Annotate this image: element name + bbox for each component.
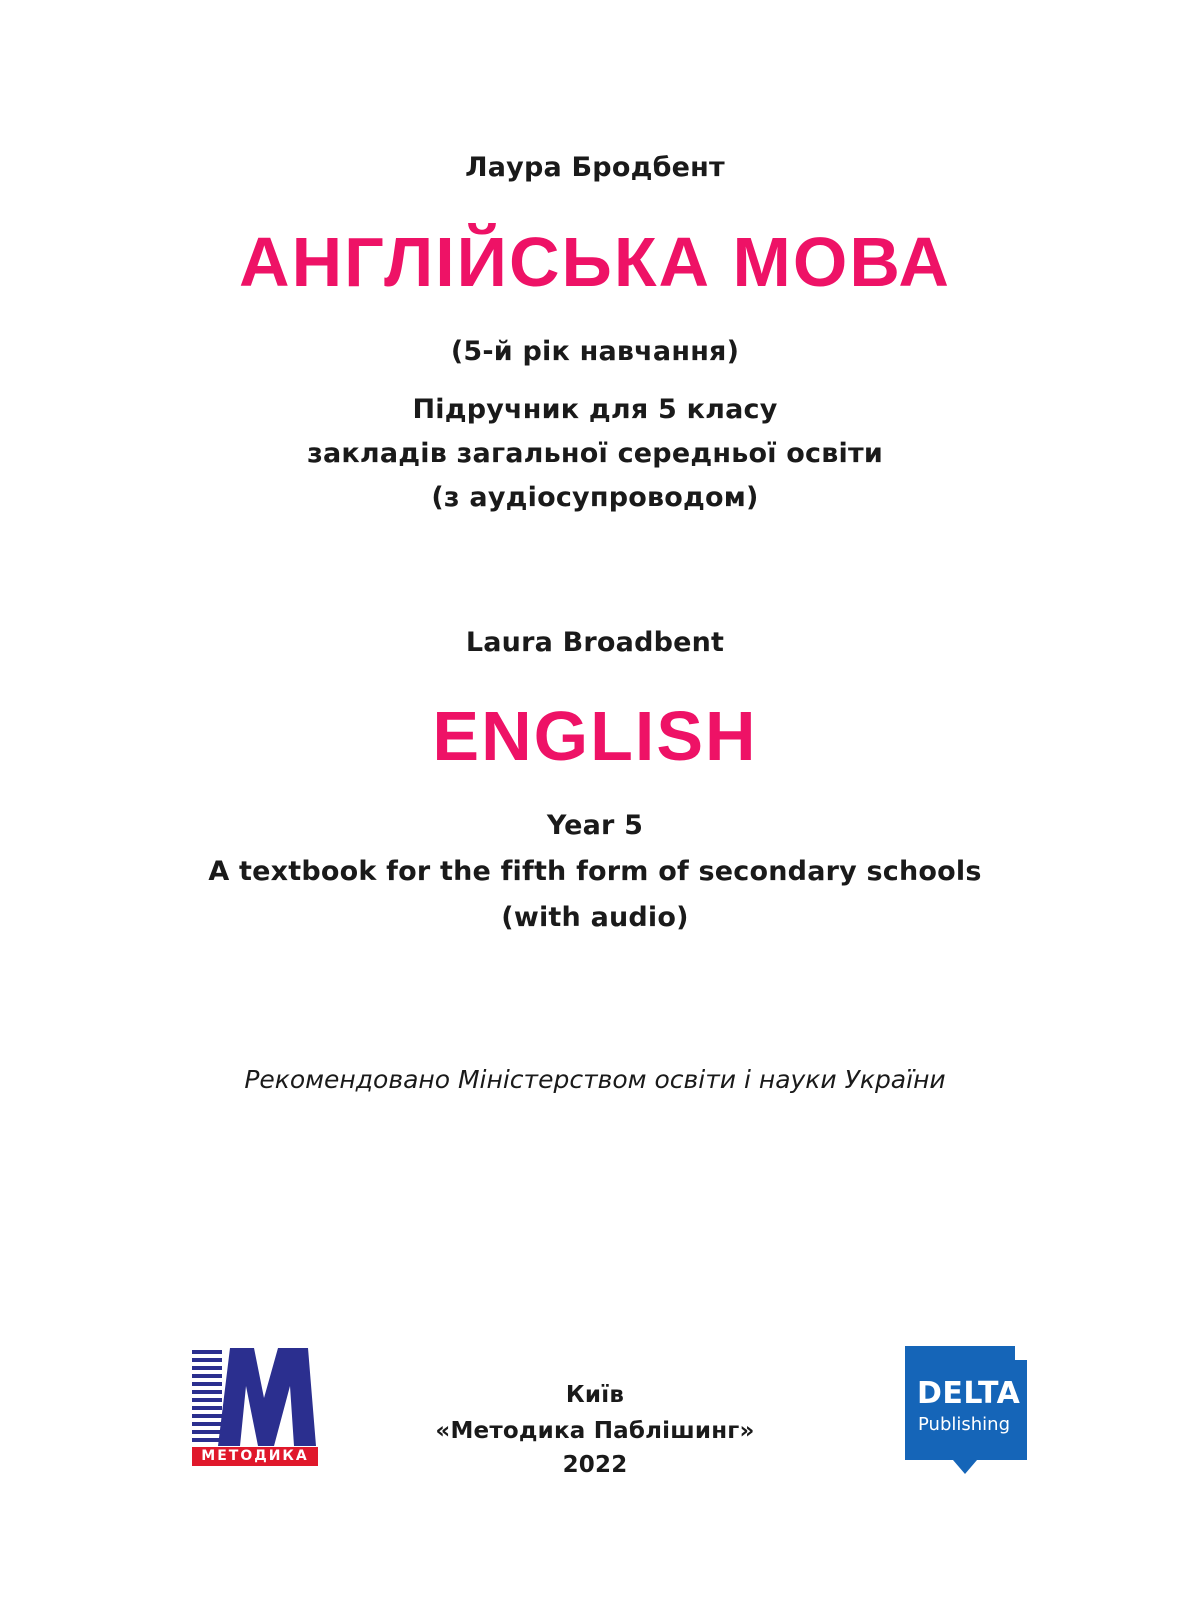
imprint-publisher: «Методика Паблішинг» <box>435 1418 755 1444</box>
year-of-study-ukrainian: (5-й рік навчання) <box>450 336 740 367</box>
delta-publishing-logo <box>905 1346 1030 1478</box>
subtitle-english-line1: A textbook for the fifth form of secondary schools <box>208 856 982 887</box>
imprint-city: Київ <box>565 1382 625 1408</box>
author-english: Laura Broadbent <box>465 627 725 658</box>
metodyka-label: МЕТОДИКА <box>192 1447 318 1466</box>
title-english: ENGLISH <box>432 697 758 775</box>
delta-name: DELTA <box>917 1376 1021 1411</box>
title-ukrainian: АНГЛІЙСЬКА МОВА <box>239 223 951 301</box>
subtitle-ukrainian-line2: закладів загальної середньої освіти <box>307 438 883 469</box>
author-ukrainian: Лаура Бродбент <box>465 152 725 183</box>
delta-sub: Publishing <box>918 1414 1010 1435</box>
subtitle-english-line2: (with audio) <box>501 902 689 933</box>
imprint-year: 2022 <box>562 1452 628 1478</box>
delta-tag-icon <box>905 1346 1030 1478</box>
ministry-recommendation: Рекомендовано Міністерством освіти і науки України <box>244 1065 946 1094</box>
subtitle-ukrainian-line1: Підручник для 5 класу <box>412 394 778 425</box>
subtitle-ukrainian-line3: (з аудіосупроводом) <box>431 482 759 513</box>
year-english: Year 5 <box>546 810 644 841</box>
